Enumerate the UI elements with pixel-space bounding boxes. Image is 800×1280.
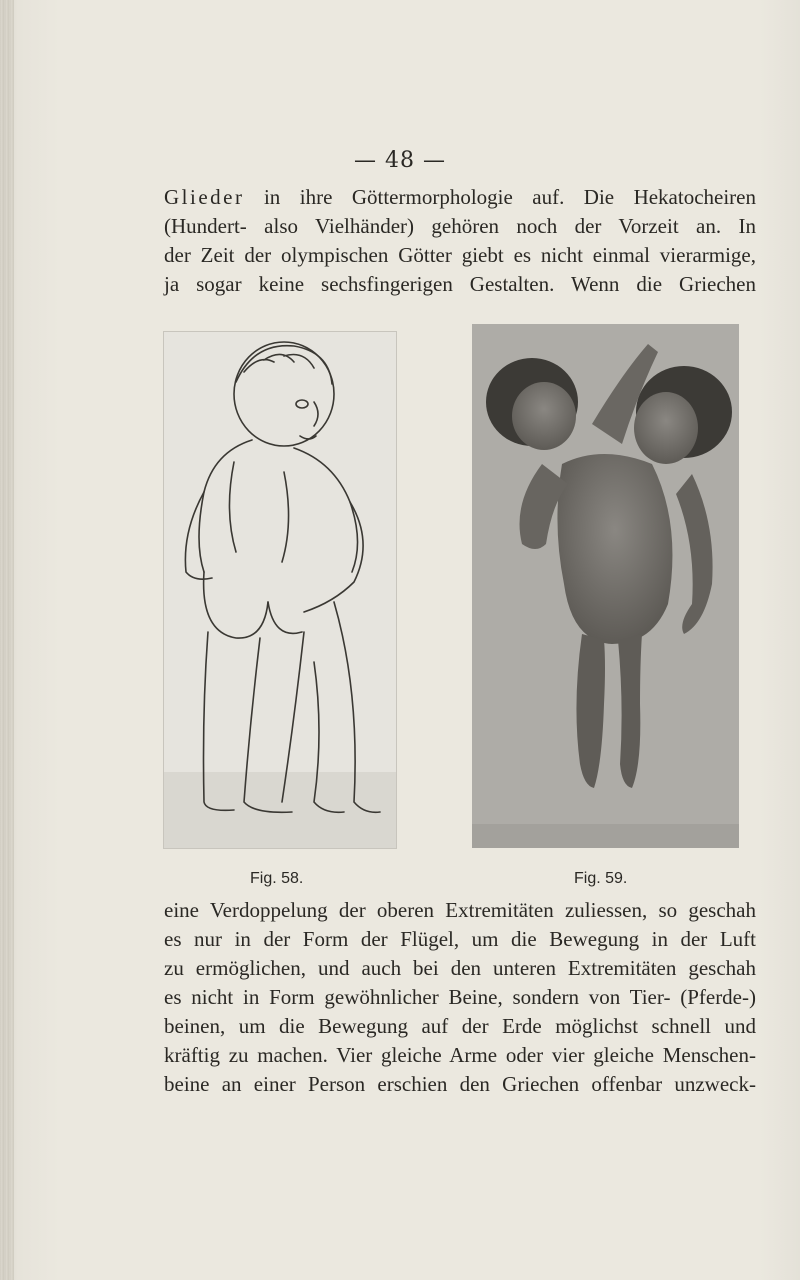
fig59-head-left-face [512, 382, 576, 450]
figure-58-image [163, 331, 397, 849]
figure-58-caption: Fig. 58. [250, 870, 304, 887]
text-line [164, 183, 756, 212]
fig59-torso [557, 454, 672, 644]
text-line-rest: in ihre Göttermorphologie auf. Die Hekatocheiren [244, 185, 756, 209]
text-line: beine an einer Person erschien den Griechen offenbar unzweck- [164, 1072, 756, 1096]
figure-59-image [472, 324, 739, 848]
page-number: — 48 — [354, 148, 446, 173]
paragraph-bottom [164, 896, 756, 1099]
spaced-word: Glieder [164, 185, 245, 209]
fig59-head-right-face [634, 392, 698, 464]
text-line: eine Verdoppelung der oberen Extremitäten zuliessen, so geschah [164, 898, 756, 922]
text-line: es nicht in Form gewöhnlicher Beine, sondern von Tier- (Pferde-) [164, 985, 756, 1009]
text-line: kräftig zu machen. Vier gleiche Arme oder vier gleiche Menschen- [164, 1043, 756, 1067]
paragraph-top [164, 183, 756, 299]
fig58-bg [164, 332, 396, 848]
page-binding-edge [0, 0, 14, 1280]
text-line: es nur in der Form der Flügel, um die Bewegung in der Luft [164, 927, 756, 951]
figure-59-caption: Fig. 59. [574, 870, 628, 887]
figure-58-drawing [164, 332, 396, 848]
fig58-shadow [164, 772, 396, 848]
text-line: beinen, um die Bewegung auf der Erde möglichst schnell und [164, 1014, 756, 1038]
text-line: zu ermöglichen, und auch bei den unteren Extremitäten geschah [164, 956, 756, 980]
text-line: der Zeit der olympischen Götter giebt es nicht einmal vierarmige, [164, 243, 756, 267]
text-line: (Hundert- also Vielhänder) gehören noch der Vorzeit an. In [164, 214, 756, 238]
figure-59-photo [472, 324, 739, 848]
text-line: ja sogar keine sechsfingerigen Gestalten. Wenn die Griechen [164, 272, 756, 296]
fig59-floor [472, 824, 739, 848]
